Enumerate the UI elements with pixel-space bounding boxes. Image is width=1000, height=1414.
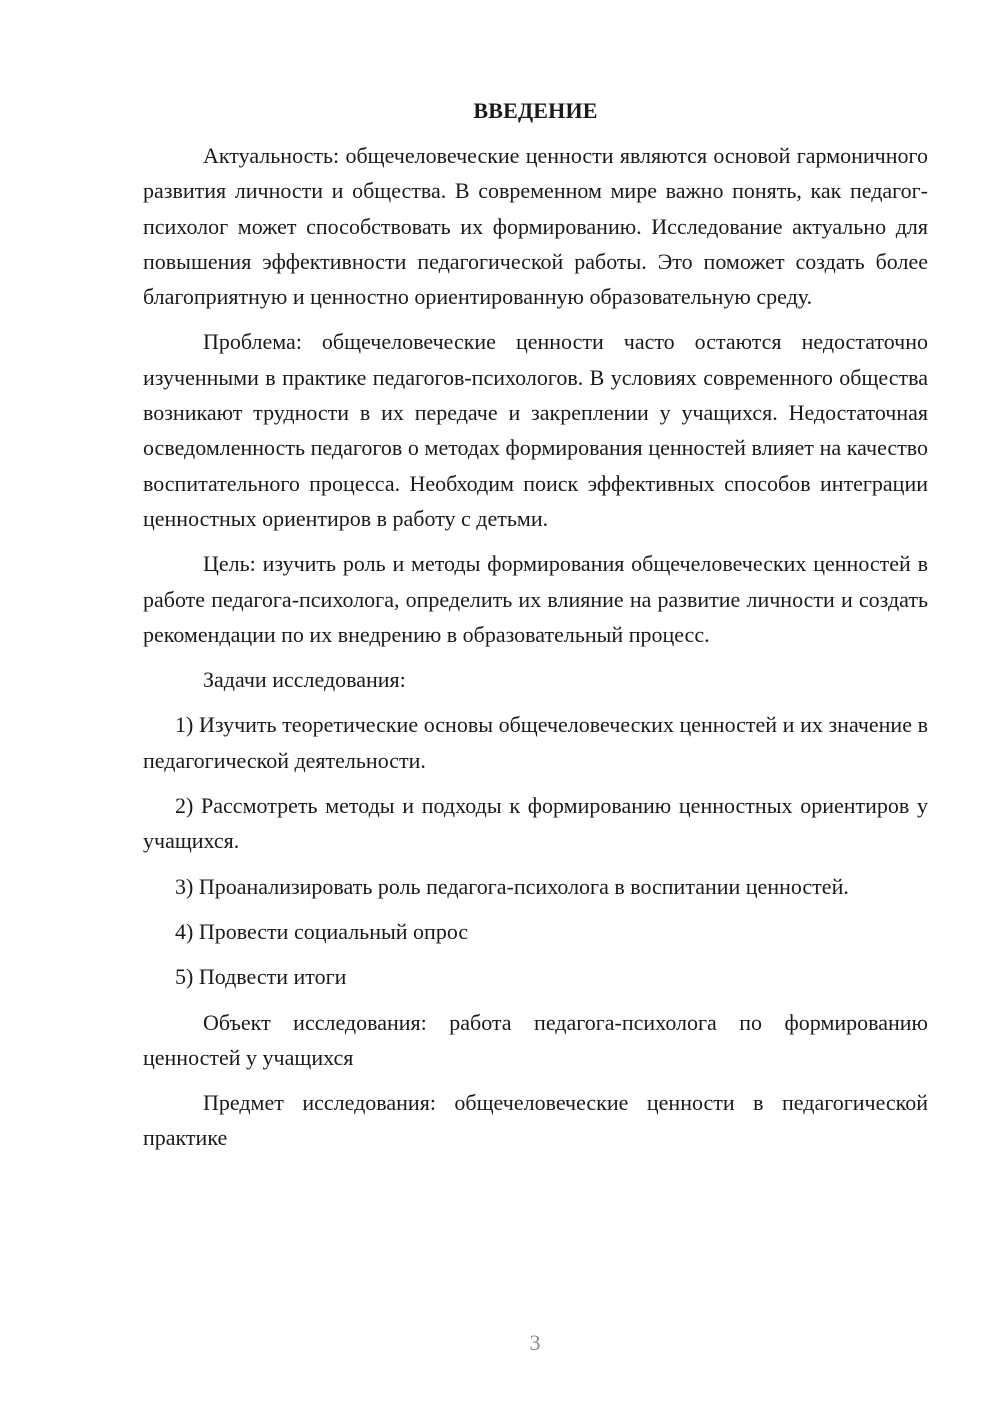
goal-paragraph: Цель: изучить роль и методы формирования общечеловеческих ценностей в работе педагога-психолога, определить их влияние на развитие личности и создать рекомендации по их внедрению в образовательный процесс. — [143, 551, 928, 647]
task-item: 3) Проанализировать роль педагога-психолога в воспитании ценностей. — [175, 873, 849, 899]
subject-paragraph: Предмет исследования: общечеловеческие ценности в педагогической практике — [143, 1090, 928, 1151]
document-page — [143, 93, 928, 1156]
task-item: 2) Рассмотреть методы и подходы к формированию ценностных ориентиров у учащихся. — [143, 793, 928, 854]
task-item: 5) Подвести итоги — [175, 964, 347, 990]
tasks-heading: Задачи исследования: — [203, 667, 406, 693]
object-paragraph: Объект исследования: работа педагога-психолога по формированию ценностей у учащихся — [143, 1009, 928, 1070]
relevance-paragraph: Актуальность: общечеловеческие ценности являются основой гармоничного развития личности и общества. В современном мире важно понять, как педагог-психолог может способствовать их формированию. Исследование актуально для повышения эффективности педагогической работы. Это поможет создать более благоприятную и ценностно ориентированную образовательную среду. — [143, 143, 928, 310]
problem-paragraph: Проблема: общечеловеческие ценности часто остаются недостаточно изученными в практике педагогов-психологов. В условиях современного общества возникают трудности в их передаче и закреплении у учащихся. Недостаточная осведомленность педагогов о методах формирования ценностей влияет на качество воспитательного процесса. Необходим поиск эффективных способов интеграции ценностных ориентиров в работу с детьми. — [143, 329, 928, 531]
section-title: ВВЕДЕНИЕ — [473, 98, 598, 123]
task-item: 1) Изучить теоретические основы общечеловеческих ценностей и их значение в педагогической деятельности. — [143, 712, 928, 773]
task-item: 4) Провести социальный опрос — [175, 918, 469, 944]
page-number: 3 — [529, 1330, 541, 1355]
